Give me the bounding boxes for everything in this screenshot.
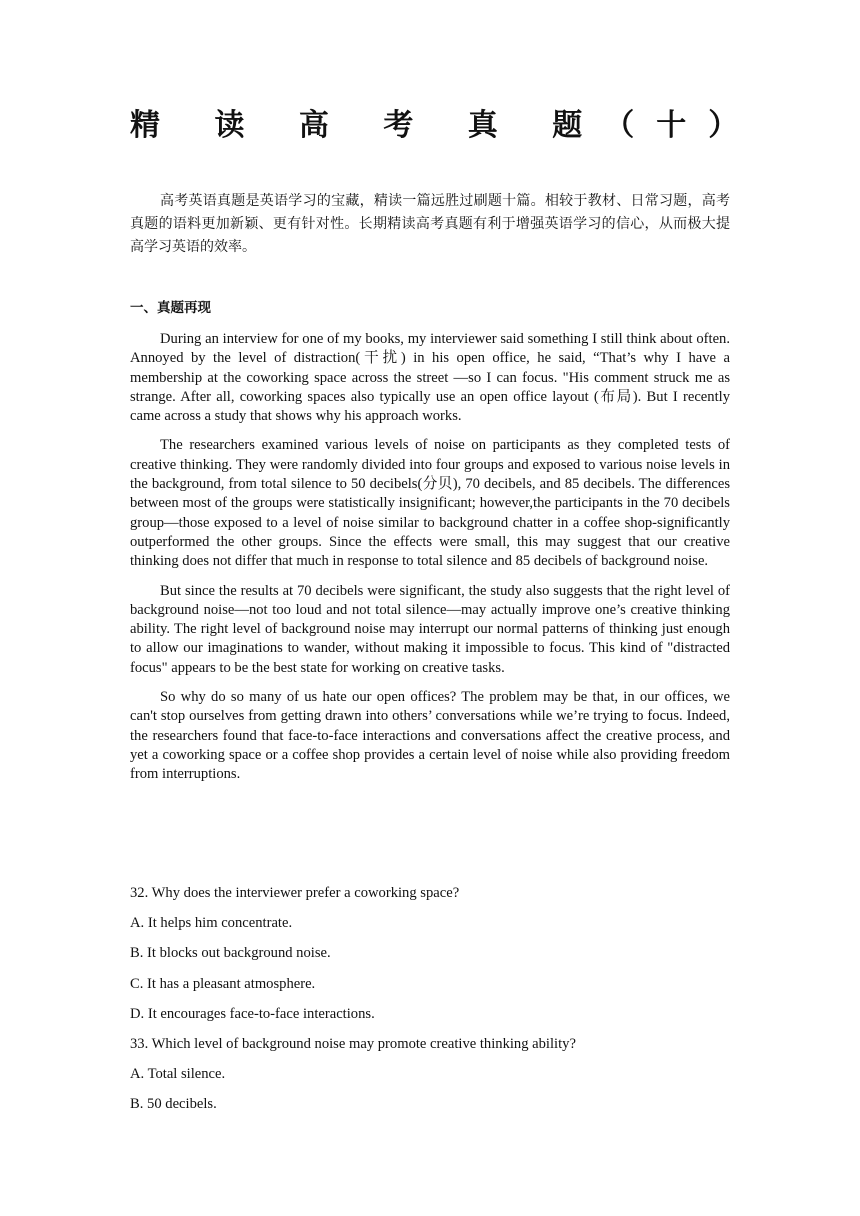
passage-paragraph-1: During an interview for one of my books, my interviewer said something I still think about often. Annoyed by the level of distraction(干扰) in his open office, he said, “That’s why I have a membership at the coworking space across the street —so I can focus. "His comment struck me as strange. After all, coworking spaces also typically use an open office layout (布局). But I recently came across a study that shows why his approach works.: [130, 331, 730, 425]
question-32: 32. Why does the interviewer prefer a coworking space?: [130, 885, 460, 901]
option-32-c: C. It has a pleasant atmosphere.: [130, 975, 316, 992]
option-33-b: B. 50 decibels.: [130, 1096, 217, 1113]
passage-paragraph-4: So why do so many of us hate our open offices? The problem may be that, in our offices, we can't stop ourselves from getting drawn into others’ conversations while we’re trying to focus. Indeed, the researchers found that face-to-face interactions and conversations affect the creative process, and yet a coworking space or a coffee shop provides a certain level of noise while also providing freedom from interruptions.: [130, 689, 730, 783]
question-33: 33. Which level of background noise may promote creative thinking ability?: [130, 1036, 576, 1053]
reading-passage: [130, 330, 730, 795]
passage-paragraph-2: The researchers examined various levels of noise on participants as they completed tests of creative thinking. They were randomly divided into four groups and exposed to various noise levels in the background, from total silence to 50 decibels(分贝), 70 decibels, and 85 decibels. The differences between most of the groups were statistically insignificant; however,the participants in the 70 decibels group—those exposed to a level of noise similar to background chatter in a coffee shop-significantly outperformed the other groups. Since the effects were small, this may suggest that our creative thinking does not differ that much in response to total silence and 85 decibels of background noise.: [130, 437, 730, 570]
question-list: [130, 878, 730, 1120]
section-heading: 一、真题再现: [130, 300, 211, 316]
option-32-b: B. It blocks out background noise.: [130, 945, 331, 962]
option-32-d: D. It encourages face-to-face interactions.: [130, 1005, 375, 1022]
passage-paragraph-3: But since the results at 70 decibels were significant, the study also suggests that the right level of background noise—not too loud and not total silence—may actually improve one’s creative thinking ability. The right level of background noise may interrupt our normal patterns of thinking just enough to allow our imaginations to wander, without making it impossible to focus. This kind of "distracted focus" appears to be the best state for working on creative tasks.: [130, 582, 730, 676]
document-title: 精 读 高 考 真 题（十）: [130, 108, 761, 143]
option-33-a: A. Total silence.: [130, 1066, 226, 1083]
option-32-a: A. It helps him concentrate.: [130, 915, 293, 932]
intro-paragraph: 高考英语真题是英语学习的宝藏，精读一篇远胜过刷题十篇。相较于教材、日常习题，高考真题的语料更加新颖、更有针对性。长期精读高考真题有利于增强英语学习的信心，从而极大提高学习英语的效率。: [130, 193, 730, 255]
